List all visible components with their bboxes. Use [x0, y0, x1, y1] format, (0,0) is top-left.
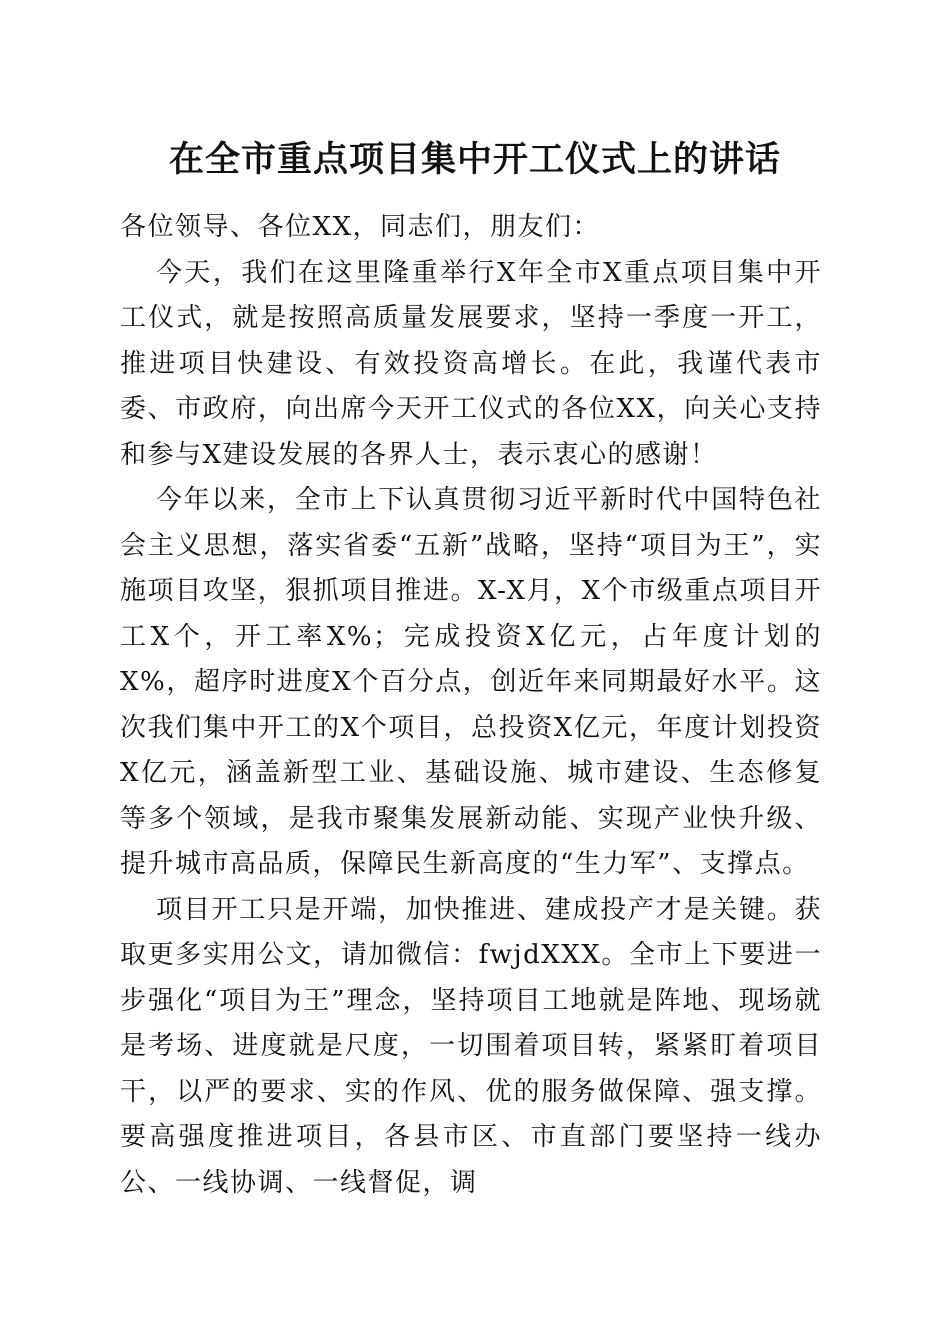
paragraph-requirements: 项目开工只是开端，加快推进、建成投产才是关键。获取更多实用公文，请加微信：fwjdXXX。全市上下要进一步强化“项目为王”理念，坚持项目工地就是阵地、现场就是考场、进度就是尺度，一切围着项目转，紧紧盯着项目干，以严的要求、实的作风、优的服务做保障、强支撑。要高强度推进项目，各县市区、市直部门要坚持一线办公、一线协调、一线督促，调	[120, 894, 822, 1198]
paragraph-opening: 今天，我们在这里隆重举行X年全市X重点项目集中开工仪式，就是按照高质量发展要求，坚持一季度一开工，推进项目快建设、有效投资高增长。在此，我谨代表市委、市政府，向出席今天开工仪式的各位XX，向关心支持和参与X建设发展的各界人士，表示衷心的感谢！	[120, 257, 822, 470]
salutation: 各位领导、各位XX，同志们，朋友们：	[120, 212, 601, 242]
paragraph-progress: 今年以来，全市上下认真贯彻习近平新时代中国特色社会主义思想，落实省委“五新”战略，坚持“项目为王”，实施项目攻坚，狠抓项目推进。X-X月，X个市级重点项目开工X个，开工率X%；完成投资X亿元，占年度计划的X%，超序时进度X个百分点，创近年来同期最好水平。这次我们集中开工的X个项目，总投资X亿元，年度计划投资X亿元，涵盖新型工业、基础设施、城市建设、生态修复等多个领域，是我市聚集发展新动能、实现产业快升级、提升城市高品质，保障民生新高度的“生力军”、支撑点。	[120, 485, 822, 879]
document-body	[120, 205, 822, 1206]
document-title: 在全市重点项目集中开工仪式上的讲话	[168, 139, 781, 180]
